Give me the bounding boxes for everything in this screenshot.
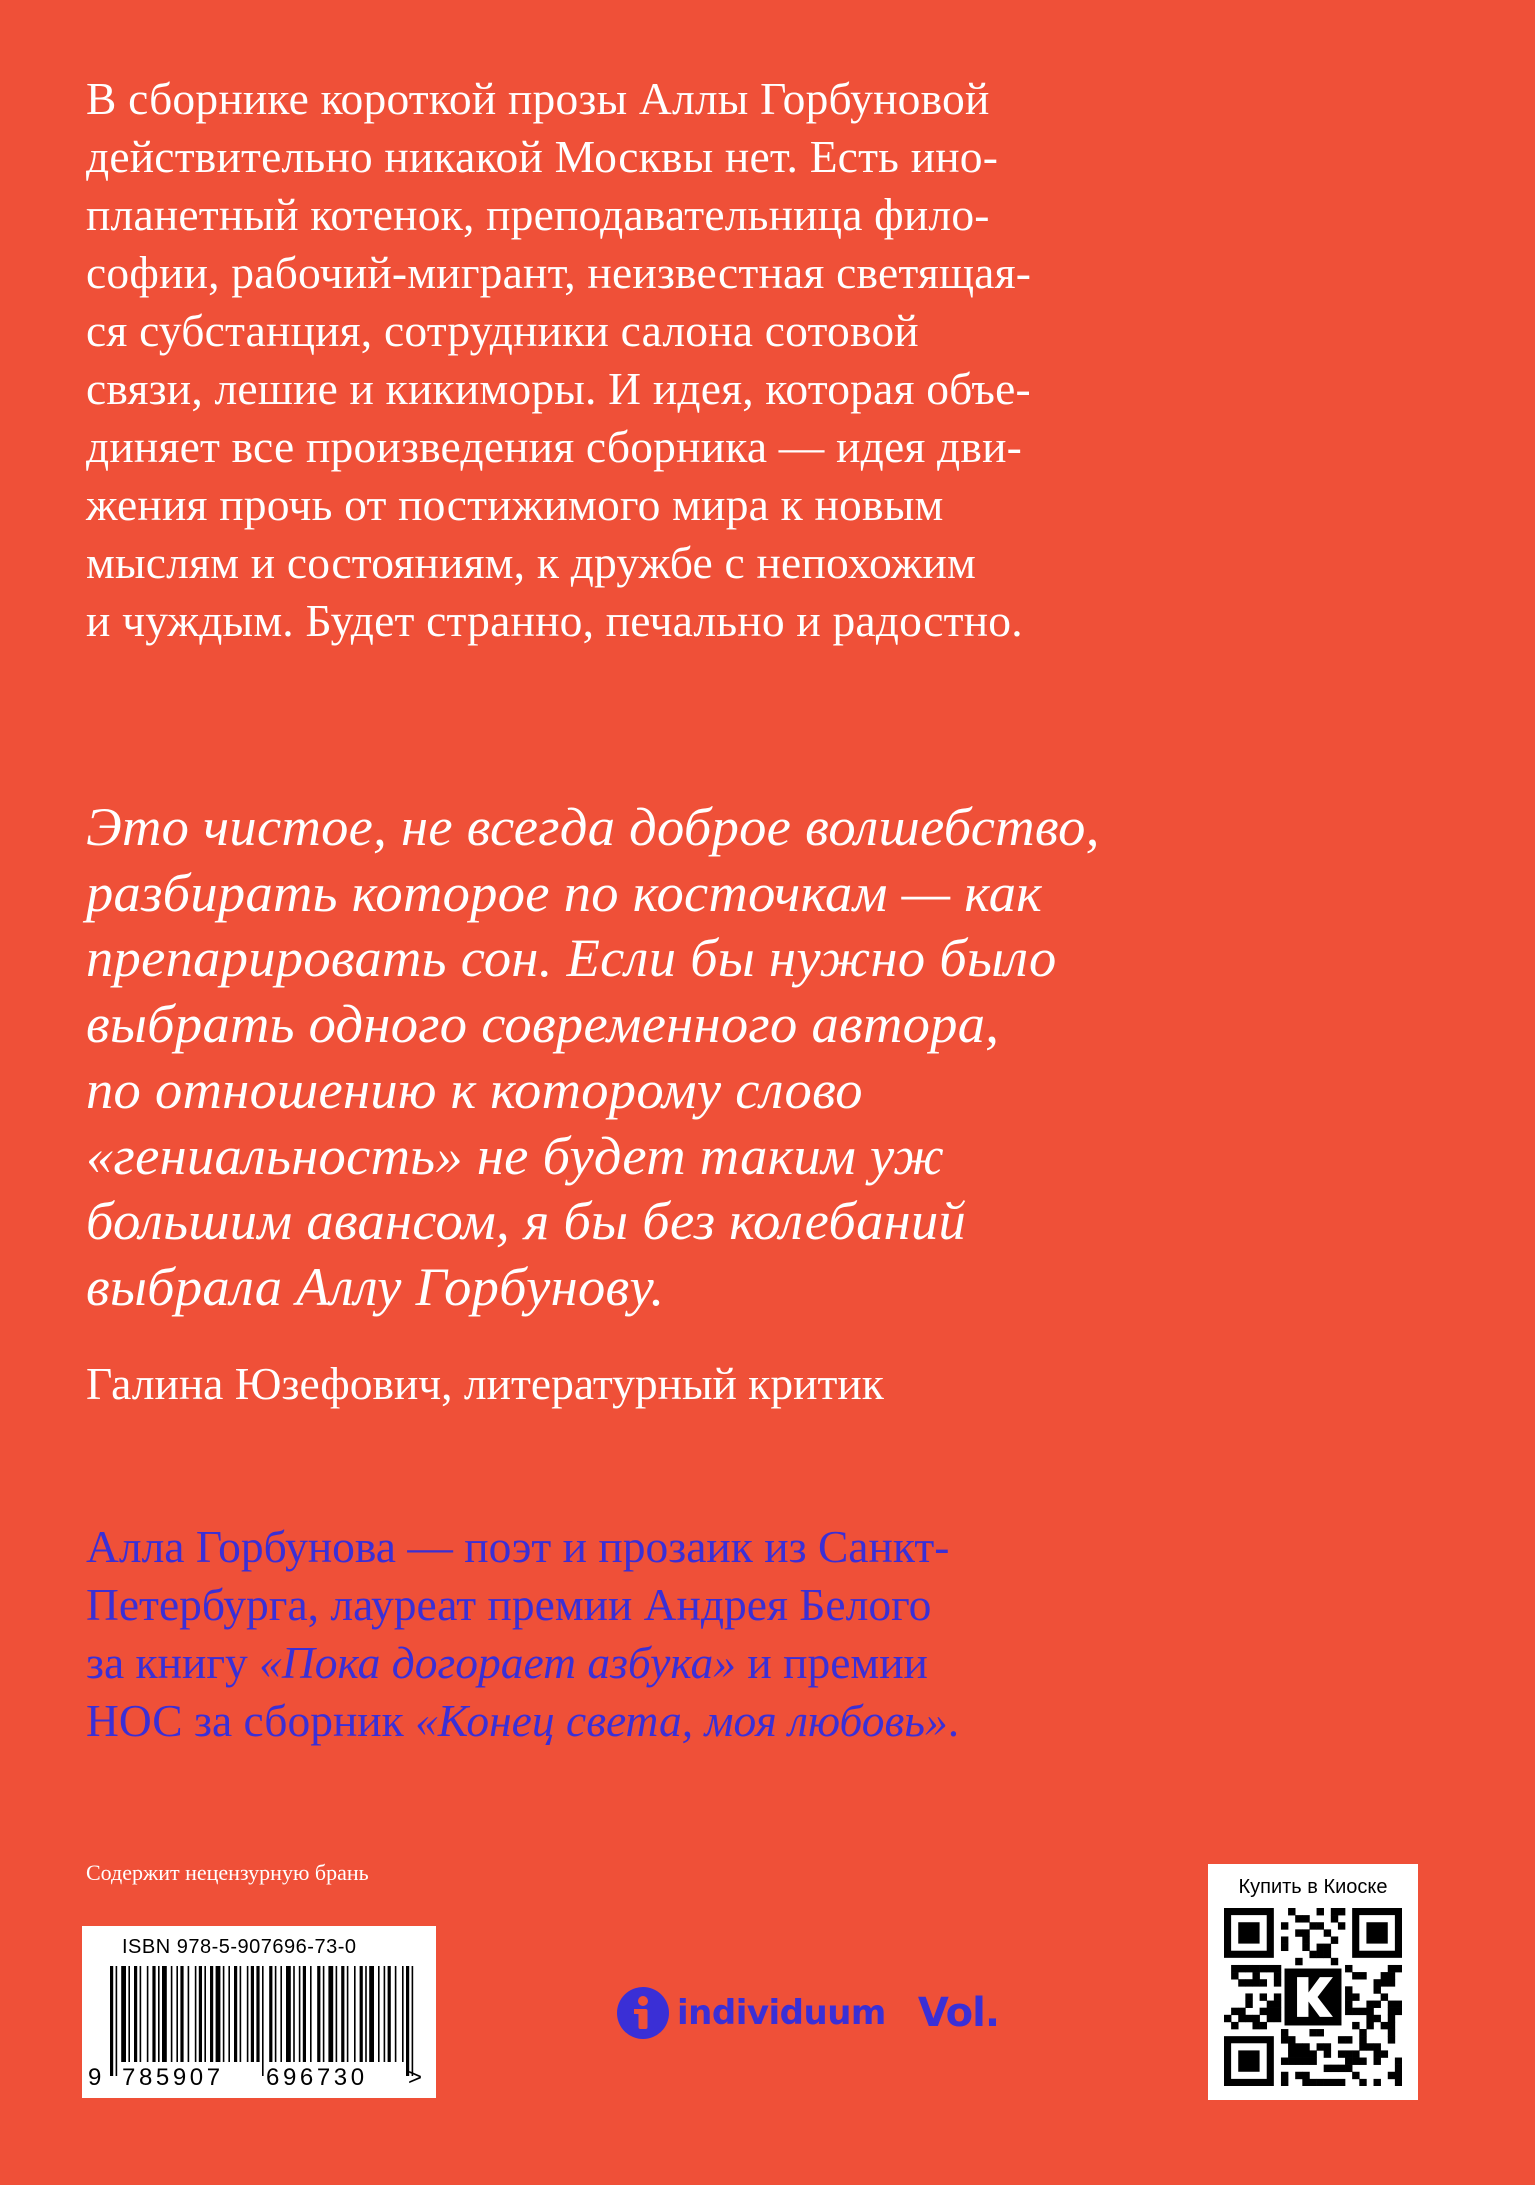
- quote-line: «гениальность» не будет таким уж: [86, 1124, 945, 1186]
- qr-module: [1260, 1993, 1267, 2000]
- qr-module: [1324, 2065, 1331, 2072]
- annotation-line: диняет все произведения сборника — идея дви-: [86, 421, 1022, 472]
- qr-module: [1352, 2022, 1359, 2029]
- barcode-bar: [303, 1966, 306, 2062]
- qr-module: [1295, 1958, 1302, 1965]
- qr-module: [1345, 2050, 1352, 2057]
- qr-module: [1245, 1965, 1252, 1972]
- qr-module: [1274, 1965, 1281, 1972]
- barcode-bar: [280, 1966, 282, 2062]
- qr-finder-core: [1238, 1922, 1259, 1943]
- qr-module: [1274, 1979, 1281, 1986]
- qr-module: [1324, 2043, 1331, 2050]
- qr-module: [1388, 2015, 1395, 2022]
- qr-module: [1252, 2022, 1259, 2029]
- qr-module: [1238, 1965, 1245, 1972]
- qr-module: [1309, 2029, 1316, 2036]
- qr-module: [1317, 1908, 1324, 1915]
- qr-module: [1366, 2022, 1373, 2029]
- quote-author: Галина Юзефович, литературный критик: [86, 1358, 884, 1409]
- qr-module: [1281, 1936, 1288, 1943]
- qr-module: [1359, 2008, 1366, 2015]
- qr-module: [1345, 1965, 1352, 1972]
- qr-module: [1252, 1972, 1259, 1979]
- barcode-bar: [384, 1966, 386, 2062]
- content-warning: Содержит нецензурную брань: [86, 1860, 369, 1885]
- qr-module: [1388, 2036, 1395, 2043]
- barcode-bar: [199, 1966, 202, 2062]
- barcode-bar: [216, 1966, 221, 2062]
- qr-module: [1288, 2058, 1295, 2065]
- qr-module: [1331, 2079, 1338, 2086]
- barcode-bar: [256, 1966, 259, 2062]
- qr-module: [1374, 2001, 1381, 2008]
- qr-module: [1260, 2022, 1267, 2029]
- qr-module: [1260, 1979, 1267, 1986]
- barcode-bar: [247, 1966, 249, 2062]
- barcode-bar: [412, 1966, 414, 2076]
- qr-module: [1359, 2058, 1366, 2065]
- qr-module: [1359, 2029, 1366, 2036]
- author-bio: [86, 1518, 1286, 1750]
- qr-module: [1260, 1965, 1267, 1972]
- qr-module: [1295, 2043, 1302, 2050]
- qr-module: [1317, 2029, 1324, 2036]
- qr-module: [1267, 2008, 1274, 2015]
- qr-module: [1317, 1922, 1324, 1929]
- barcode-bar: [402, 1966, 404, 2062]
- annotation-line: и чуждым. Будет странно, печально и радостно.: [86, 595, 1023, 646]
- barcode-bar: [286, 1966, 291, 2062]
- qr-module: [1302, 1944, 1309, 1951]
- qr-module: [1302, 2043, 1309, 2050]
- barcode-bar: [180, 1966, 183, 2062]
- qr-module: [1295, 2058, 1302, 2065]
- barcode-bar: [299, 1966, 301, 2062]
- barcode-bar: [140, 1966, 142, 2062]
- qr-module: [1352, 1993, 1359, 2000]
- annotation-line: действительно никакой Москвы нет. Есть ино-: [86, 131, 999, 182]
- individuum-wordmark: individuum: [677, 1993, 886, 2033]
- barcode-bar: [360, 1966, 363, 2062]
- ean-digits: [82, 2064, 436, 2094]
- qr-module: [1366, 2008, 1373, 2015]
- qr-module: [1388, 2029, 1395, 2036]
- barcode-bar: [328, 1966, 333, 2062]
- annotation-text: [86, 70, 1226, 650]
- kiosk-qr-block[interactable]: [1208, 1864, 1418, 2100]
- qr-module: [1260, 2008, 1267, 2015]
- barcode-bar: [323, 1966, 325, 2062]
- qr-module: [1345, 1986, 1352, 1993]
- qr-module: [1366, 2043, 1373, 2050]
- barcode-bar: [240, 1966, 242, 2062]
- bio-text: и премии: [736, 1637, 928, 1688]
- barcode-bar: [388, 1966, 391, 2062]
- barcode-bar: [317, 1966, 320, 2062]
- barcode-bar: [176, 1966, 178, 2062]
- qr-module: [1309, 2050, 1316, 2057]
- qr-module: [1231, 2008, 1238, 2015]
- qr-module: [1395, 2001, 1402, 2008]
- qr-module: [1331, 1958, 1338, 1965]
- qr-module: [1338, 2050, 1345, 2057]
- qr-module: [1274, 1972, 1281, 1979]
- qr-module: [1366, 2001, 1373, 2008]
- qr-module: [1381, 1993, 1388, 2000]
- barcode-bar: [228, 1966, 230, 2062]
- book-title: «Конец света, моя любовь»: [415, 1695, 948, 1746]
- qr-module: [1395, 2072, 1402, 2079]
- barcode-bar: [336, 1966, 338, 2062]
- barcode-bar: [378, 1966, 380, 2062]
- qr-module: [1267, 2001, 1274, 2008]
- qr-module: [1381, 1979, 1388, 1986]
- qr-module: [1302, 2050, 1309, 2057]
- qr-module: [1288, 2036, 1295, 2043]
- annotation-line: жения прочь от постижимого мира к новым: [86, 479, 944, 530]
- qr-module: [1281, 1922, 1288, 1929]
- quote-line: препарировать сон. Если бы нужно было: [86, 927, 1057, 989]
- barcode-bar: [110, 1966, 113, 2076]
- qr-module: [1295, 1929, 1302, 1936]
- qr-module: [1331, 1915, 1338, 1922]
- qr-module: [1374, 2050, 1381, 2057]
- qr-module: [1274, 2008, 1281, 2015]
- bio-line: Алла Горбунова — поэт и прозаик из Санкт-: [86, 1521, 950, 1572]
- barcode-bar: [134, 1966, 137, 2062]
- quote-line: выбрала Аллу Горбунову.: [86, 1255, 665, 1317]
- qr-module: [1374, 2058, 1381, 2065]
- qr-module: [1231, 2022, 1238, 2029]
- qr-module: [1388, 2022, 1395, 2029]
- bio-line: [86, 1634, 1286, 1692]
- qr-module: [1388, 1965, 1395, 1972]
- qr-module: [1388, 2008, 1395, 2015]
- qr-module: [1302, 2058, 1309, 2065]
- vol-logo: Vol.: [917, 1990, 1000, 2036]
- qr-module: [1317, 2079, 1324, 2086]
- qr-module: [1374, 2079, 1381, 2086]
- qr-module: [1338, 1922, 1345, 1929]
- qr-module: [1295, 2072, 1302, 2079]
- annotation-line: В сборнике короткой прозы Аллы Горбуновой: [86, 73, 990, 124]
- bio-text: за книгу: [86, 1637, 260, 1688]
- qr-module: [1281, 1944, 1288, 1951]
- qr-module: [1317, 2043, 1324, 2050]
- qr-module: [1374, 1986, 1381, 1993]
- qr-label: Купить в Киоске: [1238, 1876, 1388, 1898]
- qr-module: [1352, 2058, 1359, 2065]
- qr-module: [1324, 1951, 1331, 1958]
- qr-module: [1274, 2015, 1281, 2022]
- qr-module: [1388, 2001, 1395, 2008]
- annotation-line: софии, рабочий-мигрант, неизвестная светящая-: [86, 247, 1032, 298]
- barcode-bar: [354, 1966, 356, 2062]
- qr-module: [1352, 2072, 1359, 2079]
- qr-module: [1338, 2065, 1345, 2072]
- quote-line: разбирать которое по косточкам — как: [86, 861, 1043, 923]
- qr-module: [1309, 2079, 1316, 2086]
- barcode-bar: [210, 1966, 213, 2062]
- qr-module: [1324, 1944, 1331, 1951]
- quote-line: Это чистое, не всегда доброе волшебство,: [86, 796, 1100, 857]
- qr-module: [1252, 1965, 1259, 1972]
- qr-module: [1302, 2072, 1309, 2079]
- qr-module: [1366, 2015, 1373, 2022]
- qr-module: [1288, 2043, 1295, 2050]
- book-title: «Пока догорает азбука»: [259, 1637, 737, 1688]
- bio-line: [86, 1692, 1286, 1750]
- qr-module: [1324, 1929, 1331, 1936]
- qr-module: [1302, 1915, 1309, 1922]
- qr-module: [1338, 2036, 1345, 2043]
- qr-module: [1331, 2065, 1338, 2072]
- qr-module: [1388, 1972, 1395, 1979]
- qr-module: [1281, 2036, 1288, 2043]
- qr-module: [1252, 2015, 1259, 2022]
- barcode-bar: [171, 1966, 173, 2062]
- qr-module: [1395, 2008, 1402, 2015]
- qr-module: [1267, 1965, 1274, 1972]
- ean-digits-left: 785907: [122, 2064, 224, 2091]
- barcode-bar: [406, 1966, 409, 2076]
- barcode-bar: [147, 1966, 149, 2062]
- qr-module: [1288, 1908, 1295, 1915]
- qr-module: [1245, 1979, 1252, 1986]
- qr-module: [1238, 2015, 1245, 2022]
- qr-module: [1302, 1929, 1309, 1936]
- qr-module: [1317, 1944, 1324, 1951]
- annotation-line: мыслям и состояниям, к дружбе с непохожим: [86, 537, 977, 588]
- barcode-bar: [341, 1966, 344, 2062]
- qr-code-icon[interactable]: [1224, 1908, 1402, 2086]
- qr-module: [1309, 1951, 1316, 1958]
- barcode-bar: [223, 1966, 225, 2062]
- bio-text: .: [947, 1695, 960, 1746]
- barcode-bar: [310, 1966, 312, 2062]
- qr-module: [1345, 2036, 1352, 2043]
- barcode-bar: [121, 1966, 126, 2062]
- individuum-logo: [617, 1987, 886, 2039]
- qr-module: [1352, 2050, 1359, 2057]
- barcode-bar: [293, 1966, 295, 2062]
- qr-module: [1395, 2079, 1402, 2086]
- bio-text: НОС за сборник: [86, 1695, 416, 1746]
- qr-module: [1324, 2079, 1331, 2086]
- barcode-bar: [152, 1966, 155, 2062]
- qr-module: [1281, 2079, 1288, 2086]
- qr-module: [1281, 2058, 1288, 2065]
- qr-module: [1224, 2015, 1231, 2022]
- qr-module: [1359, 1972, 1366, 1979]
- qr-module: [1295, 1915, 1302, 1922]
- qr-module: [1395, 1965, 1402, 1972]
- barcode-bar: [365, 1966, 367, 2062]
- barcode-bar: [369, 1966, 374, 2062]
- qr-module: [1374, 2015, 1381, 2022]
- qr-module: [1345, 2058, 1352, 2065]
- qr-module: [1359, 2079, 1366, 2086]
- qr-module: [1302, 1936, 1309, 1943]
- qr-module: [1309, 2058, 1316, 2065]
- barcode-bar: [395, 1966, 397, 2062]
- barcode-bar: [188, 1966, 190, 2062]
- qr-module: [1345, 1993, 1352, 2000]
- qr-module: [1395, 2058, 1402, 2065]
- quote-line: по отношению к которому слово: [86, 1058, 863, 1120]
- qr-module: [1388, 1979, 1395, 1986]
- qr-module: [1302, 2079, 1309, 2086]
- qr-module: [1345, 2001, 1352, 2008]
- qr-module: [1231, 1965, 1238, 1972]
- qr-module: [1274, 2001, 1281, 2008]
- qr-module: [1245, 1993, 1252, 2000]
- barcode-bar: [195, 1966, 197, 2062]
- quote-line: большим авансом, я бы без колебаний: [86, 1190, 967, 1252]
- individuum-i-icon: [617, 1987, 669, 2039]
- qr-module: [1374, 1979, 1381, 1986]
- qr-module: [1388, 2072, 1395, 2079]
- qr-module: [1231, 1972, 1238, 1979]
- barcode-bar: [204, 1966, 206, 2062]
- qr-module: [1359, 2043, 1366, 2050]
- annotation-line: ся субстанция, сотрудники салона сотовой: [86, 305, 919, 356]
- qr-module: [1359, 2036, 1366, 2043]
- qr-module: [1324, 2050, 1331, 2057]
- qr-module: [1274, 1993, 1281, 2000]
- barcode-bar: [158, 1966, 160, 2062]
- barcode-bar: [234, 1966, 237, 2062]
- qr-module: [1331, 1936, 1338, 1943]
- barcode-bar: [128, 1966, 130, 2062]
- isbn-number: ISBN 978-5-907696-73-0: [122, 1936, 357, 1958]
- qr-module: [1381, 2050, 1388, 2057]
- qr-module: [1309, 1922, 1316, 1929]
- qr-module: [1245, 2001, 1252, 2008]
- barcode-bar: [251, 1966, 254, 2062]
- qr-module: [1331, 1908, 1338, 1915]
- qr-module: [1288, 2050, 1295, 2057]
- annotation-line: планетный котенок, преподавательница фило-: [86, 189, 990, 240]
- bio-line: Петербурга, лауреат премии Андрея Белого: [86, 1579, 932, 1630]
- qr-finder-core: [1238, 2050, 1259, 2071]
- qr-module: [1352, 1972, 1359, 1979]
- qr-module: [1252, 1979, 1259, 1986]
- ean-quiet-zone-mark: >: [408, 2064, 423, 2091]
- ean-digit-first: 9: [88, 2064, 102, 2091]
- review-quote: [86, 794, 1286, 1320]
- qr-module: [1245, 2015, 1252, 2022]
- barcode-bar: [275, 1966, 277, 2062]
- barcode-bar: [262, 1966, 264, 2076]
- qr-module: [1281, 2029, 1288, 2036]
- ean-digits-right: 696730: [266, 2064, 368, 2091]
- qr-module: [1345, 2008, 1352, 2015]
- barcode-bar: [269, 1966, 272, 2062]
- qr-finder-core: [1366, 1922, 1387, 1943]
- publisher-logos: [617, 1985, 999, 2041]
- qr-module: [1317, 1951, 1324, 1958]
- qr-module: [1238, 1979, 1245, 1986]
- barcode-bar: [116, 1966, 118, 2076]
- qr-module: [1267, 2015, 1274, 2022]
- annotation-line: связи, лешие и кикиморы. И идея, которая объе-: [86, 363, 1031, 414]
- qr-module: [1381, 1972, 1388, 1979]
- barcode-bar: [347, 1966, 349, 2062]
- qr-module: [1352, 2008, 1359, 2015]
- qr-module: [1238, 2008, 1245, 2015]
- qr-module: [1395, 2065, 1402, 2072]
- qr-module: [1381, 2022, 1388, 2029]
- qr-module: [1295, 2050, 1302, 2057]
- qr-module: [1338, 2079, 1345, 2086]
- qr-module: [1345, 2065, 1352, 2072]
- qr-module: [1374, 2043, 1381, 2050]
- qr-module: [1281, 2072, 1288, 2079]
- quote-line: выбрать одного современного автора,: [86, 993, 1000, 1055]
- isbn-barcode: [82, 1926, 436, 2098]
- barcode-bar: [162, 1966, 167, 2062]
- qr-module: [1338, 1908, 1345, 1915]
